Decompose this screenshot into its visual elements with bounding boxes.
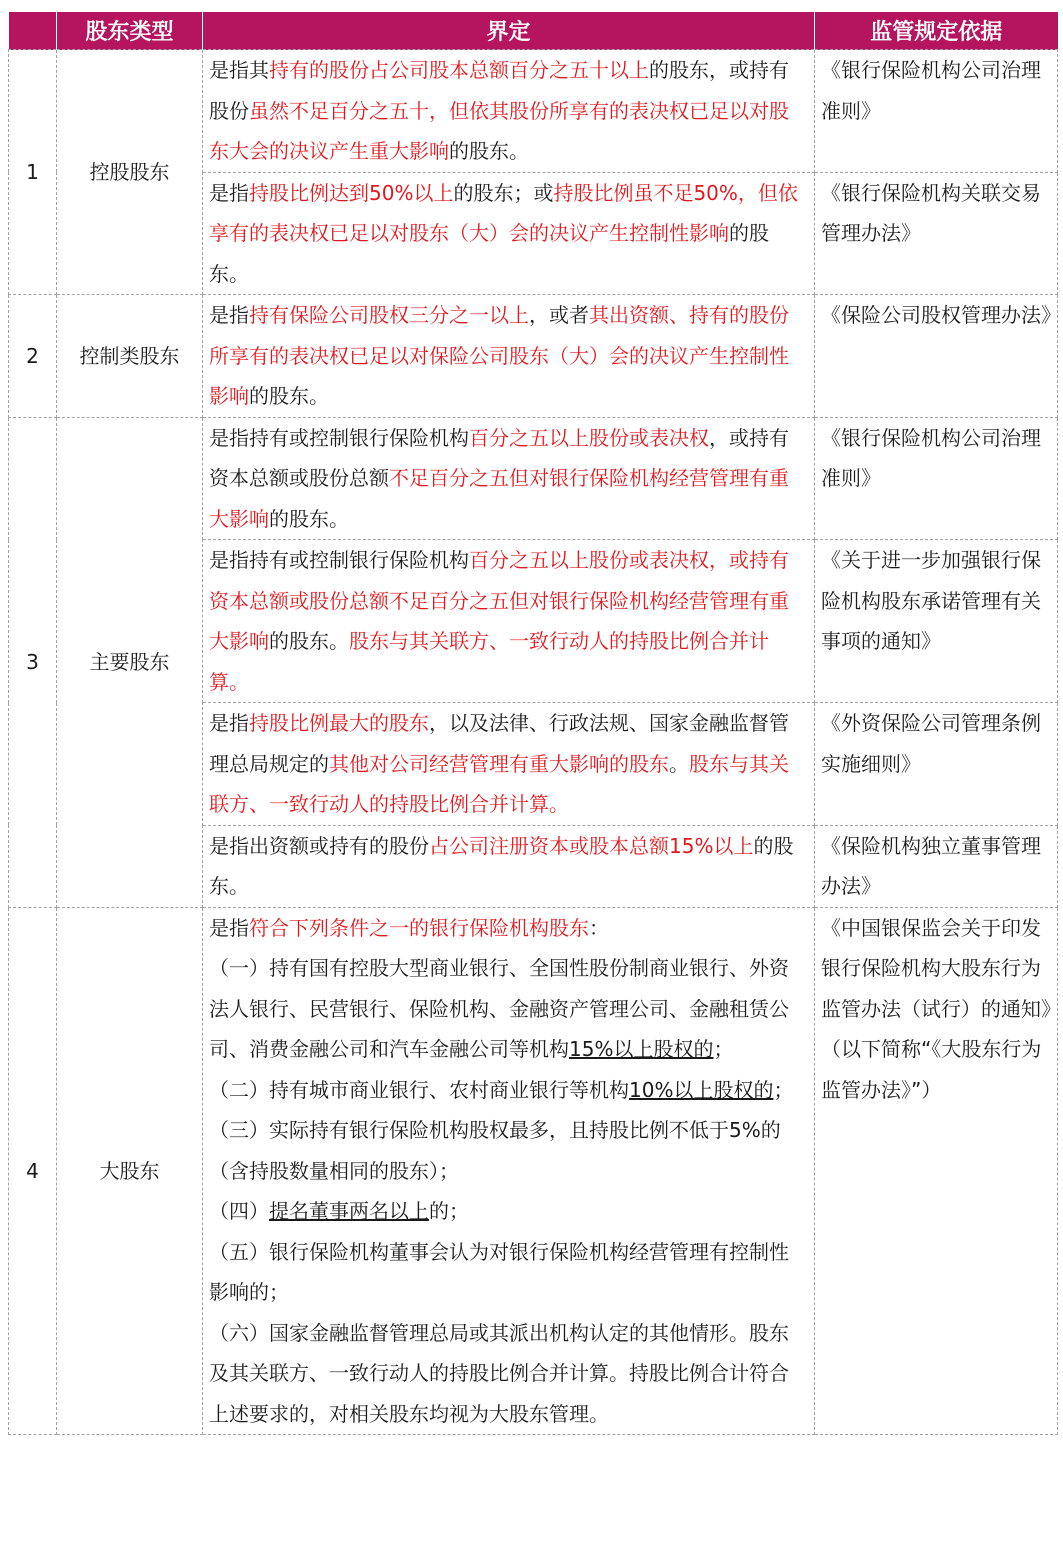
condition-3: （三）实际持有银行保险机构股权最多，且持股比例不低于5%的（含持股数量相同的股东）； bbox=[209, 1118, 781, 1183]
shareholder-table bbox=[8, 12, 1061, 1435]
table-row bbox=[9, 907, 1058, 1435]
row-number: 3 bbox=[9, 417, 57, 907]
regulation-cell: 《中国银保监会关于印发银行保险机构大股东行为监管办法（试行）的通知》（以下简称“《大股东行为监管办法》”） bbox=[815, 907, 1058, 1435]
condition-5: （五）银行保险机构董事会认为对银行保险机构经营管理有控制性影响的； bbox=[209, 1239, 789, 1304]
definition-cell bbox=[203, 907, 815, 1435]
header-shareholder-type: 股东类型 bbox=[57, 12, 203, 50]
regulation-cell: 《银行保险机构公司治理准则》 bbox=[815, 50, 1058, 173]
definition-cell: 是指持有或控制银行保险机构百分之五以上股份或表决权，或持有资本总额或股份总额不足百分之五但对银行保险机构经营管理有重大影响的股东。 bbox=[203, 417, 815, 540]
regulation-cell: 《银行保险机构关联交易管理办法》 bbox=[815, 172, 1058, 295]
definition-cell: 是指出资额或持有的股份占公司注册资本或股本总额15%以上的股东。 bbox=[203, 825, 815, 907]
row-number: 4 bbox=[9, 907, 57, 1435]
shareholder-type: 大股东 bbox=[57, 907, 203, 1435]
header-index bbox=[9, 12, 57, 50]
condition-2: （二）持有城市商业银行、农村商业银行等机构10%以上股权的； bbox=[209, 1077, 794, 1102]
table-row bbox=[9, 50, 1058, 173]
definition-line: 是指符合下列条件之一的银行保险机构股东： bbox=[209, 915, 609, 940]
regulation-cell: 《银行保险机构公司治理准则》 bbox=[815, 417, 1058, 540]
table-header-row bbox=[9, 12, 1058, 50]
shareholder-type: 主要股东 bbox=[57, 417, 203, 907]
table-row bbox=[9, 295, 1058, 418]
shareholder-type: 控股股东 bbox=[57, 50, 203, 295]
table-row bbox=[9, 417, 1058, 540]
regulation-cell: 《外资保险公司管理条例实施细则》 bbox=[815, 703, 1058, 826]
definition-cell: 是指持股比例达到50%以上的股东；或持股比例虽不足50%，但依享有的表决权已足以对股东（大）会的决议产生控制性影响的股东。 bbox=[203, 172, 815, 295]
row-number: 2 bbox=[9, 295, 57, 418]
regulation-cell: 《保险公司股权管理办法》 bbox=[815, 295, 1058, 418]
header-regulatory-basis: 监管规定依据 bbox=[815, 12, 1058, 50]
shareholder-type: 控制类股东 bbox=[57, 295, 203, 418]
condition-6: （六）国家金融监督管理总局或其派出机构认定的其他情形。股东及其关联方、一致行动人的持股比例合并计算。持股比例合计符合上述要求的，对相关股东均视为大股东管理。 bbox=[209, 1320, 789, 1426]
regulation-cell: 《关于进一步加强银行保险机构股东承诺管理有关事项的通知》 bbox=[815, 540, 1058, 703]
condition-1: （一）持有国有控股大型商业银行、全国性股份制商业银行、外资法人银行、民营银行、保险机构、金融资产管理公司、金融租赁公司、消费金融公司和汽车金融公司等机构15%以上股权的； bbox=[209, 956, 789, 1061]
condition-4: （四）提名董事两名以上的； bbox=[209, 1199, 469, 1223]
definition-cell: 是指持股比例最大的股东，以及法律、行政法规、国家金融监督管理总局规定的其他对公司经营管理有重大影响的股东。股东与其关联方、一致行动人的持股比例合并计算。 bbox=[203, 703, 815, 826]
row-number: 1 bbox=[9, 50, 57, 295]
definition-cell: 是指持有保险公司股权三分之一以上，或者其出资额、持有的股份所享有的表决权已足以对保险公司股东（大）会的决议产生控制性影响的股东。 bbox=[203, 295, 815, 418]
header-definition: 界定 bbox=[203, 12, 815, 50]
definition-cell: 是指持有或控制银行保险机构百分之五以上股份或表决权，或持有资本总额或股份总额不足百分之五但对银行保险机构经营管理有重大影响的股东。股东与其关联方、一致行动人的持股比例合并计算。 bbox=[203, 540, 815, 703]
regulation-cell: 《保险机构独立董事管理办法》 bbox=[815, 825, 1058, 907]
definition-cell: 是指其持有的股份占公司股本总额百分之五十以上的股东，或持有股份虽然不足百分之五十，但依其股份所享有的表决权已足以对股东大会的决议产生重大影响的股东。 bbox=[203, 50, 815, 173]
